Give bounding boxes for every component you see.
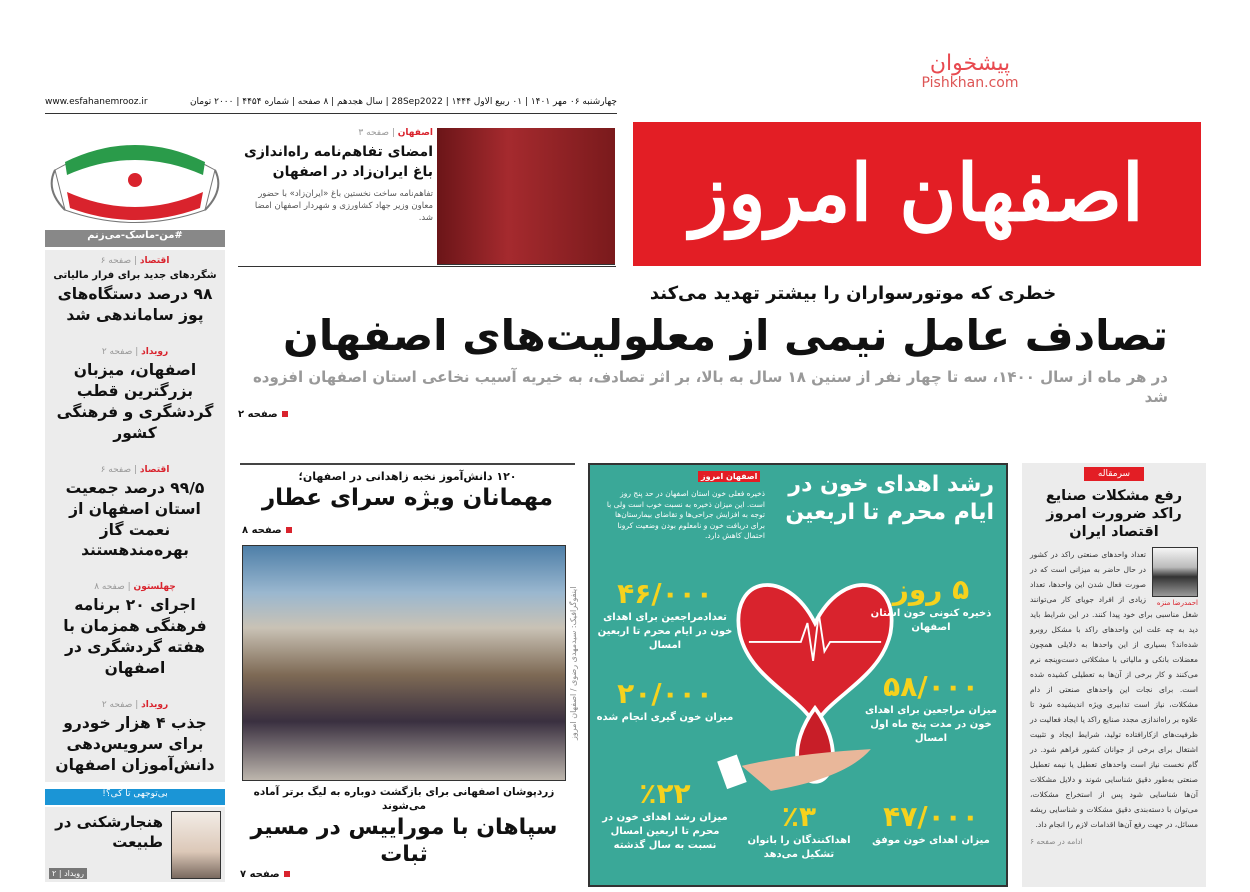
blood-donation-infographic [588,463,1008,887]
editorial-column[interactable] [1022,463,1206,887]
stat-item [861,573,1001,635]
infographic-title: رشد اهدای خون در ایام محرم تا اربعین [785,472,994,525]
stat-label: میزان اهدای خون موفق [872,834,990,846]
stat-label: اهداکنندگان را بانوان تشکیل می‌دهد [747,834,851,860]
logo-text: اصفهان امروز [690,148,1144,239]
page-ref [238,409,1168,420]
face-mask-icon [45,130,225,228]
page-ref: صفحه ۲ [101,700,133,711]
stat-item [595,777,735,853]
left-column-briefs [45,250,225,782]
story-subtitle: ۱۲۰ دانش‌آموز نخبه زاهدانی در اصفهان؛ [298,470,517,483]
brief-item[interactable]: اقتصاد | صفحه ۶ شگردهای جدید برای فرار مالیاتی ۹۸ درصد دستگاه‌های پوز ساماندهی شد [51,256,219,326]
story-title: مهمانان ویژه سرای عطار [261,485,554,511]
page-number: صفحه ۸ [242,525,282,536]
section-label: رویداد [141,346,169,357]
author-name: احمدرضا منزه [1156,599,1198,608]
brand-badge: اصفهان امروز [698,471,760,482]
main-headline[interactable]: تصادف عامل نیمی از معلولیت‌های اصفهان [283,311,1168,360]
middle-story-1[interactable] [240,463,575,511]
news-photo [437,128,615,265]
main-kicker: خطری که موتورسواران را بیشتر تهدید می‌کند [649,283,1057,304]
brief-title: ۹۹/۵ درصد جمعیت استان اصفهان از نعمت گاز بهره‌مندهستند [65,478,205,560]
editorial-title: رفع مشکلات صنایع راکد ضرورت امروز اقتصاد ایران [1045,488,1183,541]
stat-item [861,670,1001,746]
section-label: اقتصاد [139,464,170,475]
watermark-fa: پیشخوان [929,51,1011,76]
page-ref: صفحه ۶ [100,256,132,266]
stat-value: ۵۸/۰۰۰ [883,670,979,703]
editorial-body: تعداد واحدهای صنعتی راکد در کشور در حال حاضر به میزانی است که در صورت فعال شدن این واحدها، تعداد زیادی از افراد جویای کار می‌توانند شغل مناسبی برای خود پیدا کنند. در این شرایط باید دید به چه علت این واحدهای راکد با مشکل روبرو شده‌اند؟ بسیاری از این واحدها به دلایلی همچون معضلات بانکی و مالیاتی با مشکلاتی دست‌وپنجه نرم می‌کنند و کار برخی از آن‌ها به تعطیلی کشیده شده است. برای نجات این واحدهای صنعتی از دام مشکلات، نیاز است تدابیری ویژه اندیشیده شود تا علاوه بر راه‌اندازی مجدد صنایع راکد یا ایجاد فعالیت در ظرفیت‌های ازکارافتاده تولید، شرایط ایجاد و تثبیت اشتغال برای برخی از جوانان کشور فراهم شود. در گام نخست نیاز است واحدهای تعطیل یا نیمه تعطیل صنعتی به‌طور دقیق شناسایی شوند و دلایل مشکلات آن‌ها شناسایی شود پس از استخراج مشکلات، می‌توان با دسته‌بندی دقیق مشکلات و شناسایی ریشه مسائل، در جهت رفع آن‌ها اقدامات لازم را انجام داد. [1030,550,1198,830]
brief-title: ۹۸ درصد دستگاه‌های پوز ساماندهی شد [57,285,213,324]
stat-value: ۲۰/۰۰۰ [617,677,713,710]
page-ref [242,525,292,536]
group-photo [242,545,566,781]
author-photo [171,811,221,879]
issue-info: چهارشنبه ۰۶ مهر ۱۴۰۱ | ۰۱ ربیع الاول ۱۴۴۴ | 28Sep2022 | سال هجدهم | ۸ صفحه | شماره ۴۴۵۴ | ۲۰۰۰ تومان [189,97,617,107]
page-ref [240,869,568,880]
hashtag-bar: #من-ماسک-می‌زنم [45,230,225,247]
watermark [900,52,1040,92]
section-label: چهلستون [133,582,176,593]
stat-label: ذخیره کنونی خون استان اصفهان [870,607,992,633]
editorial-badge: سرمقاله [1084,467,1144,481]
middle-story-2[interactable] [240,786,568,880]
opinion-box[interactable] [45,807,225,882]
brief-item[interactable]: رویداد | صفحه ۲ جذب ۴ هزار خودرو برای سرویس‌دهی دانش‌آموزان اصفهان [51,700,219,776]
brief-item[interactable]: رویداد | صفحه ۲ اصفهان، میزبان بزرگترین قطب گردشگری و فرهنگی کشور [51,347,219,444]
brief-title: اصفهان، میزبان بزرگترین قطب گردشگری و فرهنگی کشور [56,360,214,442]
infographic-blurb: ذخیره فعلی خون استان اصفهان در حد پنج روز است. این میزان ذخیره به نسبت خوب است ولی با توجه به افزایش جراحی‌ها و تقاضای بیمارستان‌ها برای دریافت خون و نامعلوم بودن وضعیت کرونا احتمال کاهش دارد. [606,489,765,540]
story-subtitle: زردپوشان اصفهانی برای بازگشت دوباره به لیگ برتر آماده می‌شوند [253,786,555,812]
divider [238,266,616,267]
main-story [238,283,1168,420]
main-lead: در هر ماه از سال ۱۴۰۰، سه تا چهار نفر از سنین ۱۸ سال به بالا، بر اثر تصادف، به خیریه آسیب نخاعی استان اصفهان افزوده شد [252,367,1168,406]
brief-title: اجرای ۲۰ برنامه فرهنگی همزمان با هفته گردشگری در اصفهان [63,596,207,678]
brief-title: جذب ۴ هزار خودرو برای سرویس‌دهی دانش‌آموزان اصفهان [55,714,215,775]
stat-label: میزان مراجعین برای اهدای خون در مدت پنج ماه اول امسال [865,704,997,744]
opinion-title: هنجارشکنی در طبیعت [55,813,163,851]
website-link[interactable]: www.esfahanemrooz.ir [45,97,148,107]
page-ref: صفحه ۸ [94,582,125,593]
photo-caption: اینفوگرافیک: سیدمهدی رضوی / اصفهان امروز [569,586,578,740]
stat-item [861,800,1001,848]
stat-value: ۴۶/۰۰۰ [617,577,713,610]
page-ref: صفحه ۳ [358,128,389,138]
stat-item [595,577,735,653]
brief-subtitle: شگردهای جدید برای فرار مالیاتی [53,270,217,281]
stat-item [738,800,860,862]
story-body: تفاهم‌نامه ساخت نخستین باغ «ایران‌زاد» با حضور معاون وزیر جهاد کشاورزی و شهردار اصفهان امضا شد. [254,188,433,224]
opinion-bar: بی‌توجهی تا کی؟! [45,789,225,805]
section-label: اقتصاد [139,256,170,266]
top-news-story[interactable]: اصفهان | صفحه ۳ امضای تفاهم‌نامه راه‌اندازی باغ ایران‌زاد در اصفهان تفاهم‌نامه ساخت نخستین باغ «ایران‌زاد» با حضور معاون وزیر جهاد کشاورزی و شهردار اصفهان امضا شد. [238,128,433,265]
section-label: اصفهان [397,128,433,138]
brief-item[interactable]: چهلستون | صفحه ۸ اجرای ۲۰ برنامه فرهنگی همزمان با هفته گردشگری در اصفهان [51,582,219,679]
stat-value: ۵ روز [892,573,970,606]
continued-link[interactable]: ادامه در صفحه ۶ [1030,837,1083,847]
stat-item [595,677,735,725]
story-title: امضای تفاهم‌نامه راه‌اندازی باغ ایران‌زاد در اصفهان [244,144,433,181]
stat-label: تعدادمراجعین برای اهدای خون در ایام محرم تا اربعین امسال [597,611,733,651]
date-line [45,97,617,114]
stat-value: ۴۷/۰۰۰ [883,800,979,833]
stat-value: ٪۲۲ [639,777,691,810]
stat-label: میزان خون گیری انجام شده [596,711,734,723]
page-ref: صفحه ۶ [100,464,132,475]
watermark-en: Pishkhan.com [921,75,1019,92]
stat-value: ٪۳ [781,800,817,833]
stat-label: میزان رشد اهدای خون در محرم تا اربعین امسال نسبت به سال گذشته [602,811,728,851]
opinion-tag: رویداد | ۲ [49,868,87,879]
masthead-logo [633,122,1201,266]
brief-item[interactable]: اقتصاد | صفحه ۶ ۹۹/۵ درصد جمعیت استان اصفهان از نعمت گاز بهره‌مندهستند [51,465,219,562]
page-number: صفحه ۲ [238,409,278,420]
hand-icon [710,745,890,795]
author-photo [1152,547,1198,597]
section-label: رویداد [141,700,169,711]
page-ref: صفحه ۲ [101,346,133,357]
page-number: صفحه ۷ [240,868,280,880]
story-title: سپاهان با موراییس در مسیر ثبات [250,815,558,868]
